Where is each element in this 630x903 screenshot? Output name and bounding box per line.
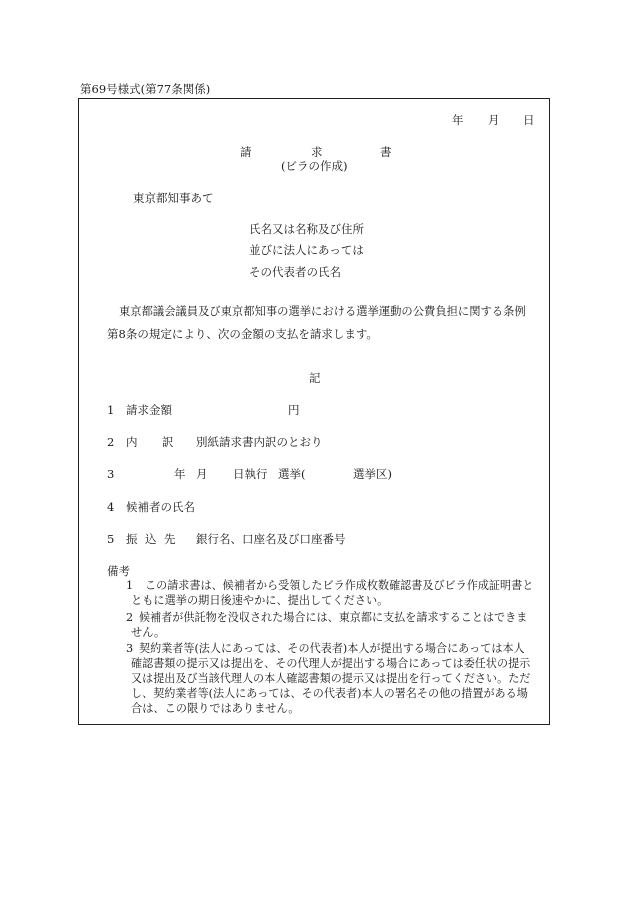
- applicant-line-3: その代表者の氏名: [249, 265, 341, 279]
- body-line-2: 第8条の規定により、次の金額の支払を請求します。: [107, 327, 378, 341]
- item-4-label: 候補者の氏名: [126, 500, 195, 514]
- title-char-2: 求: [311, 145, 323, 159]
- remark-3-line-5: 合は、この限りではありません。: [131, 702, 300, 715]
- item-4-number: 4: [107, 500, 115, 514]
- item-5-label-2: 込: [145, 532, 157, 546]
- date-day-label: 日: [523, 113, 535, 127]
- applicant-line-1: 氏名又は名称及び住所: [249, 222, 364, 236]
- item-2-label-1: 内: [126, 435, 138, 449]
- remark-3-number: 3: [126, 642, 134, 655]
- title-char-3: 書: [380, 145, 392, 159]
- item-3-day-exec: 日執行: [233, 467, 268, 481]
- item-5-value: 銀行名、口座名及び口座番号: [196, 532, 346, 546]
- item-3-district: 選挙区): [353, 467, 392, 481]
- date-year-label: 年: [452, 113, 464, 127]
- applicant-line-2: 並びに法人にあっては: [249, 243, 364, 257]
- item-2-value: 別紙請求書内訳のとおり: [196, 435, 323, 449]
- remark-2-number: 2: [126, 611, 134, 624]
- remark-3-line-2: 確認書類の提示又は提出を、その代理人が提出する場合にあっては委任状の提示: [131, 657, 531, 670]
- remarks-heading: 備考: [107, 564, 130, 578]
- remark-1-line-2: ともに選挙の期日後速やかに、提出してください。: [131, 594, 389, 607]
- item-5-number: 5: [107, 532, 115, 546]
- remark-3-line-3: 又は提出及び当該代理人の本人確認書類の提示又は提出を行ってください。ただ: [131, 672, 531, 685]
- remark-2-line-1: 候補者が供託物を没収された場合には、東京都に支払を請求することはできま: [139, 611, 528, 624]
- remark-1-line-1: この請求書は、候補者から受領したビラ作成枚数確認書及びビラ作成証明書と: [145, 579, 534, 592]
- body-line-1: 東京都議会議員及び東京都知事の選挙における選挙運動の公費負担に関する条例: [119, 305, 526, 318]
- item-1-label: 請求金額: [126, 403, 172, 417]
- item-2-number: 2: [107, 435, 115, 449]
- subtitle: (ビラの作成): [281, 159, 348, 173]
- remark-3-line-4: し、契約業者等(法人にあっては、その代表者)本人の署名その他の措置がある場: [131, 687, 528, 700]
- item-3-number: 3: [107, 467, 115, 481]
- remark-3-line-1: 契約業者等(法人にあっては、その代表者)本人が提出する場合にあっては本人: [139, 642, 525, 655]
- item-5-label-3: 先: [164, 532, 176, 546]
- title-char-1: 請: [240, 145, 252, 159]
- addressee: 東京都知事あて: [133, 191, 214, 205]
- item-3-election: 選挙(: [278, 467, 306, 481]
- item-3-year: 年: [174, 467, 186, 481]
- item-5-label-1: 振: [126, 532, 138, 546]
- form-number: 第69号様式(第77条関係): [80, 82, 211, 96]
- remark-2-line-2: せん。: [131, 626, 166, 639]
- item-1-number: 1: [107, 403, 115, 417]
- remark-1-number: 1: [126, 579, 134, 592]
- ki-heading: 記: [309, 371, 321, 385]
- item-1-yen: 円: [288, 403, 300, 417]
- date-month-label: 月: [488, 113, 500, 127]
- item-3-month: 月: [196, 467, 208, 481]
- item-2-label-2: 訳: [162, 435, 174, 449]
